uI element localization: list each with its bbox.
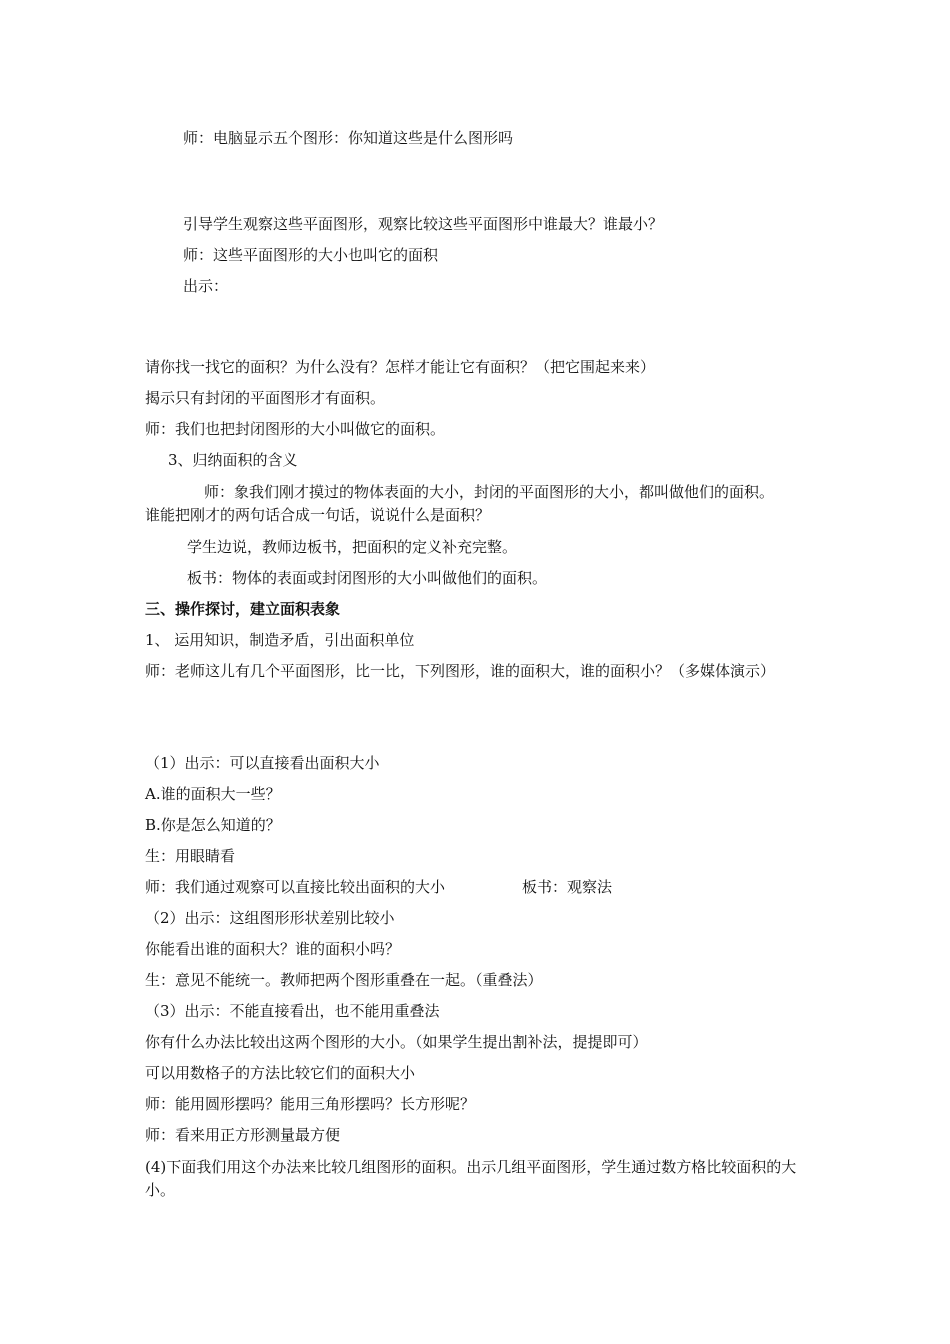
subheading-area-meaning: 3、归纳面积的含义: [168, 451, 298, 469]
board-observation-method: 板书：观察法: [522, 878, 613, 896]
paragraph-teacher-surface: 师：象我们刚才摸过的物体表面的大小，封闭的平面图形的大小，都叫做他们的面积。: [204, 483, 775, 501]
paragraph-can-you-see: 你能看出谁的面积大？谁的面积小吗？: [145, 940, 401, 958]
subheading-area-unit: 1、 运用知识，制造矛盾，引出面积单位: [145, 631, 415, 649]
paragraph-teacher-size-area: 师：这些平面图形的大小也叫它的面积: [183, 246, 439, 264]
paragraph-find-area: 请你找一找它的面积？为什么没有？怎样才能让它有面积？（把它围起来来）: [145, 358, 656, 376]
item-one-show: （1）出示：可以直接看出面积大小: [145, 754, 380, 772]
paragraph-combine-sentences: 谁能把刚才的两句话合成一句话，说说什么是面积？: [145, 506, 491, 524]
paragraph-teacher-computer-shapes: 师：电脑显示五个图形：你知道这些是什么图形吗: [183, 129, 514, 147]
paragraph-teacher-square: 师：看来用正方形测量最方便: [145, 1126, 341, 1144]
paragraph-guide-observe: 引导学生观察这些平面图形，观察比较这些平面图形中谁最大？谁最小？: [183, 215, 664, 233]
item-four-paragraph: (4)下面我们用这个办法来比较几组图形的面积。出示几组平面图形，学生通过数方格比较面积的大小。: [145, 1158, 797, 1199]
paragraph-student-teacher-board: 学生边说，教师边板书，把面积的定义补充完整。: [187, 538, 518, 556]
paragraph-overlap-method: 生：意见不能统一。教师把两个图形重叠在一起。（重叠法）: [145, 971, 543, 989]
paragraph-teacher-compare: 师：老师这儿有几个平面图形，比一比，下列图形，谁的面积大，谁的面积小？（多媒体演示）: [145, 662, 776, 680]
paragraph-what-method: 你有什么办法比较出这两个图形的大小。（如果学生提出割补法，提提即可）: [145, 1033, 648, 1051]
paragraph-board-definition: 板书：物体的表面或封闭图形的大小叫做他们的面积。: [187, 569, 548, 587]
section-heading-three: 三、操作探讨，建立面积表象: [145, 600, 341, 618]
item-b-question: B.你是怎么知道的？: [145, 816, 281, 834]
paragraph-teacher-observe: 师：我们通过观察可以直接比较出面积的大小: [145, 878, 446, 896]
item-three-show: （3）出示：不能直接看出，也不能用重叠法: [145, 1002, 440, 1020]
paragraph-teacher-closed-area: 师：我们也把封闭图形的大小叫做它的面积。: [145, 420, 446, 438]
paragraph-count-grid: 可以用数格子的方法比较它们的面积大小: [145, 1064, 416, 1082]
item-two-show: （2）出示：这组图形形状差别比较小: [145, 909, 395, 927]
paragraph-closed-shapes: 揭示只有封闭的平面图形才有面积。: [145, 389, 386, 407]
paragraph-teacher-shapes-question: 师：能用圆形摆吗？能用三角形摆吗？长方形呢？: [145, 1095, 476, 1113]
item-a-question: A.谁的面积大一些？: [145, 785, 281, 803]
paragraph-show: 出示：: [183, 277, 229, 295]
paragraph-student-eyes: 生：用眼睛看: [145, 847, 236, 865]
